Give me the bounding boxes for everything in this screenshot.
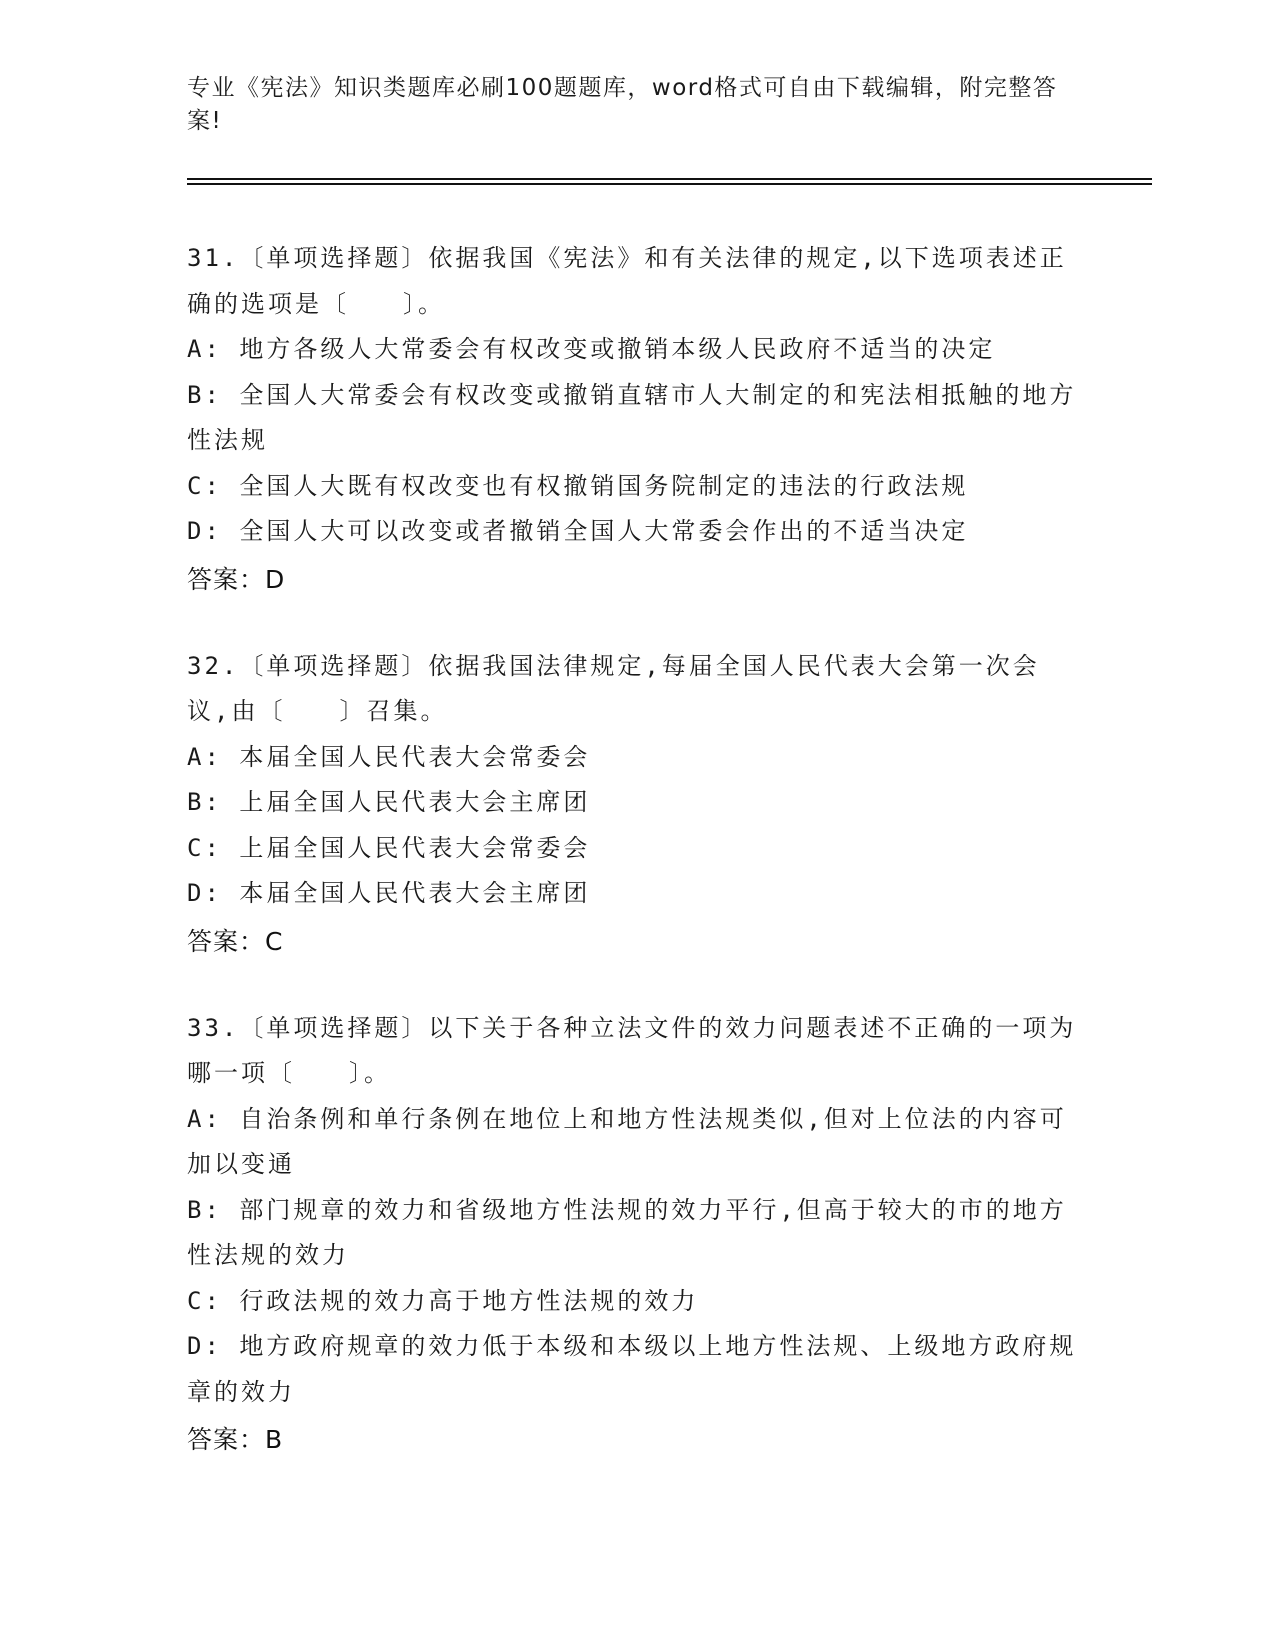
question-stem: 31.〔单项选择题〕依据我国《宪法》和有关法律的规定,以下选项表述正确的选项是〔 〕。 — [187, 244, 1067, 318]
question-32 — [187, 644, 1077, 964]
option-a: A: 自治条例和单行条例在地位上和地方性法规类似,但对上位法的内容可加以变通 — [187, 1104, 1067, 1178]
question-33 — [187, 1006, 1077, 1463]
option-c: C: 上届全国人民代表大会常委会 — [187, 833, 591, 862]
header-divider-top — [187, 178, 1152, 180]
question-list — [187, 236, 1077, 1504]
option-d: D: 本届全国人民代表大会主席团 — [187, 879, 591, 907]
option-c: C: 全国人大既有权改变也有权撤销国务院制定的违法的行政法规 — [187, 471, 969, 500]
option-d: D: 全国人大可以改变或者撤销全国人大常委会作出的不适当决定 — [187, 517, 969, 545]
answer-label: 答案：C — [187, 926, 284, 956]
option-c: C: 行政法规的效力高于地方性法规的效力 — [187, 1286, 699, 1315]
option-b: B: 部门规章的效力和省级地方性法规的效力平行,但高于较大的市的地方性法规的效力 — [187, 1195, 1067, 1269]
answer-label: 答案：B — [187, 1425, 284, 1454]
question-31 — [187, 236, 1077, 602]
question-stem: 33.〔单项选择题〕以下关于各种立法文件的效力问题表述不正确的一项为哪一项〔 〕。 — [187, 1013, 1077, 1087]
option-a: A: 地方各级人大常委会有权改变或撤销本级人民政府不适当的决定 — [187, 335, 996, 363]
option-b: B: 上届全国人民代表大会主席团 — [187, 788, 591, 816]
header-divider-bottom — [187, 183, 1152, 185]
document-header: 专业《宪法》知识类题库必刷100题题库，word格式可自由下载编辑，附完整答案! — [187, 75, 1058, 134]
option-b: B: 全国人大常委会有权改变或撤销直辖市人大制定的和宪法相抵触的地方性法规 — [187, 380, 1077, 454]
option-d: D: 地方政府规章的效力低于本级和本级以上地方性法规、上级地方政府规章的效力 — [187, 1332, 1077, 1406]
option-a: A: 本届全国人民代表大会常委会 — [187, 742, 591, 771]
answer-label: 答案：D — [187, 564, 286, 594]
question-stem: 32.〔单项选择题〕依据我国法律规定,每届全国人民代表大会第一次会议,由〔 〕召集。 — [187, 651, 1040, 725]
